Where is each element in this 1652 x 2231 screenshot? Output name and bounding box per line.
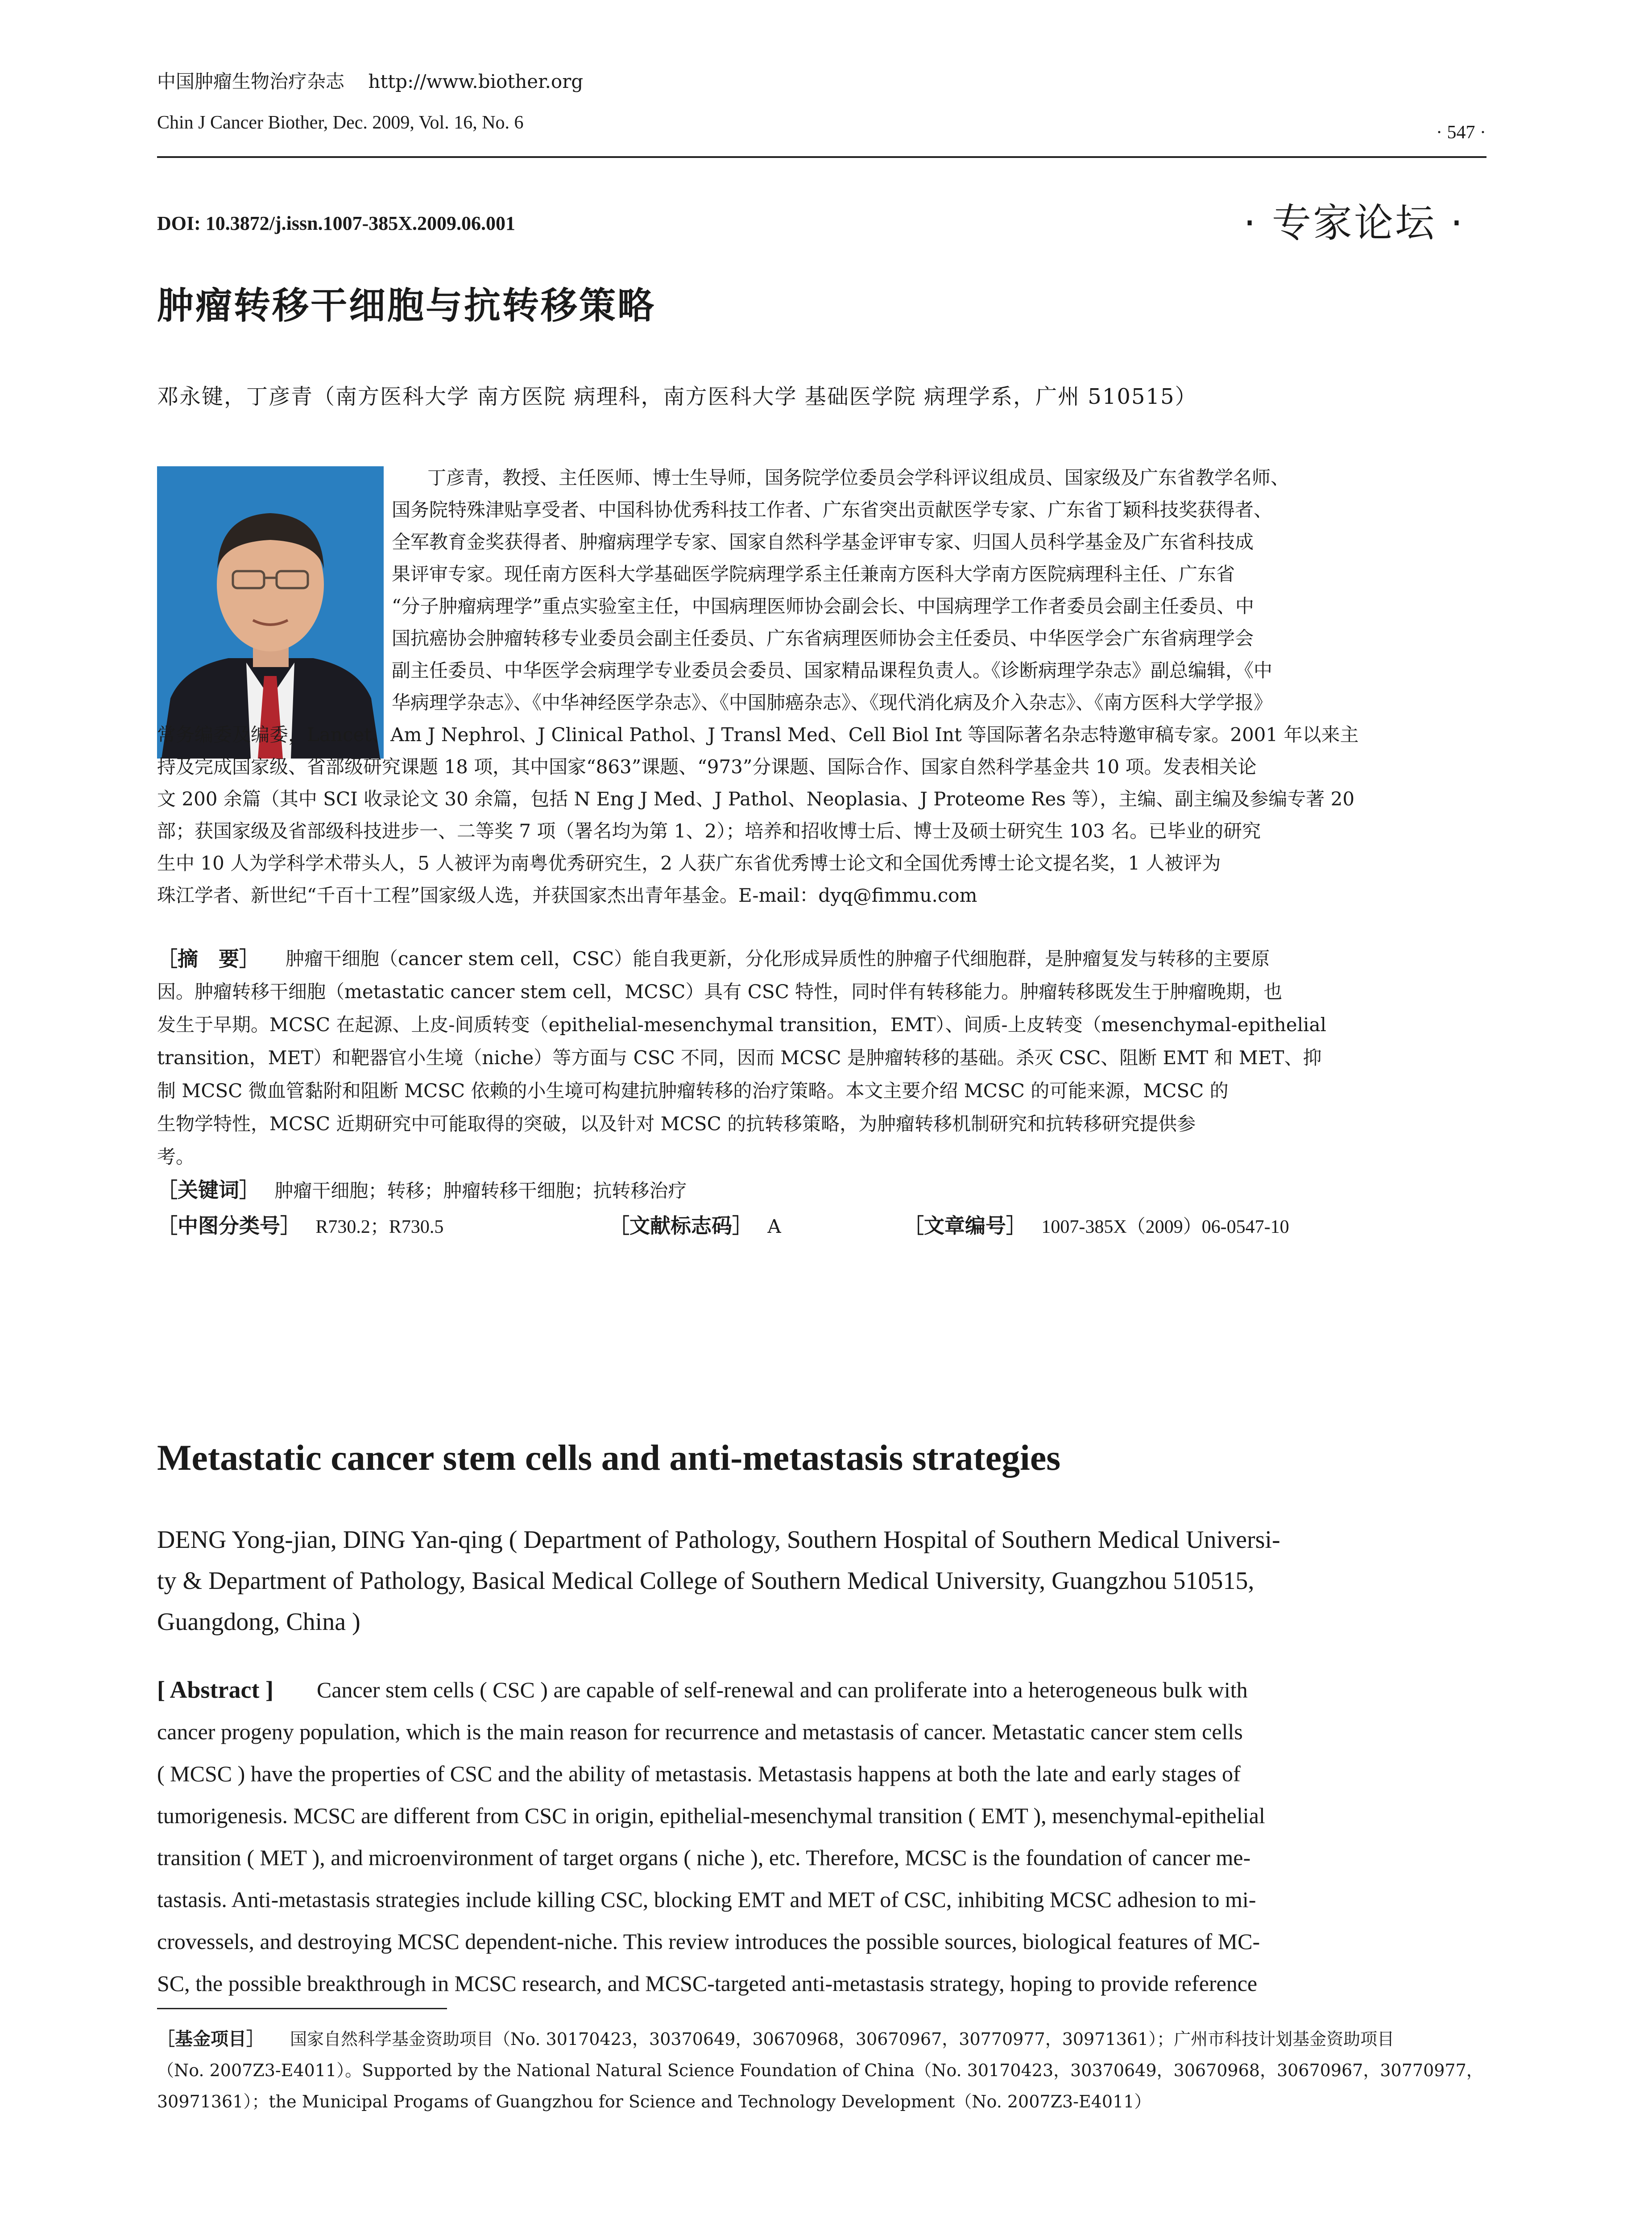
abstract-cn-line: 因。肿瘤转移干细胞（metastatic cancer stem cell，MCSC）具有 CSC 特性，同时伴有转移能力。肿瘤转移既发生于肿瘤晚期，也 (157, 981, 1283, 1003)
column-label: · 专家论坛 · (1243, 200, 1465, 246)
article-number-value: 1007-385X（2009）06-0547-10 (1041, 1217, 1289, 1237)
abstract-cn-line: 发生于早期。MCSC 在起源、上皮-间质转变（epithelial-mesenchymal transition，EMT）、间质-上皮转变（mesenchymal-epithelial (157, 1014, 1326, 1036)
abstract-en-line: crovessels, and destroying MCSC dependent-niche. This review introduces the possible sources, biological features of MC- (157, 1929, 1260, 1954)
clc-value: R730.2；R730.5 (315, 1217, 444, 1237)
bio-line: 文 200 余篇（其中 SCI 收录论文 30 余篇，包括 N Eng J Med、J Pathol、Neoplasia、J Proteome Res 等），主编、副主编及参编专著 20 (157, 788, 1355, 810)
doc-code (609, 1209, 781, 1243)
journal-citation: Chin J Cancer Biother, Dec. 2009, Vol. 16, No. 6 (157, 112, 524, 133)
article-number (903, 1209, 1289, 1244)
footnote-rule (157, 2008, 447, 2009)
author-photo (157, 466, 384, 759)
authors-en-line: Guangdong, China ) (157, 1608, 360, 1636)
abstract-en-line: Cancer stem cells ( CSC ) are capable of self-renewal and can proliferate into a heterogeneous bulk with (317, 1677, 1248, 1702)
bio-line: 国务院特殊津贴享受者、中国科协优秀科技工作者、广东省突出贡献医学专家、广东省丁颖科技奖获得者、 (392, 499, 1273, 521)
bio-line: 珠江学者、新世纪“千百十工程”国家级人选，并获国家杰出青年基金。E-mail：dyq@fimmu.com (157, 884, 977, 906)
abstract-en-line: tastasis. Anti-metastasis strategies include killing CSC, blocking EMT and MET of CSC, inhibiting MCSC adhesion to mi- (157, 1887, 1256, 1912)
classification-row (157, 1209, 443, 1244)
abstract-cn-line: 制 MCSC 微血管黏附和阻断 MCSC 依赖的小生境可构建抗肿瘤转移的治疗策略。本文主要介绍 MCSC 的可能来源，MCSC 的 (157, 1080, 1229, 1102)
bio-line: 常务编委及编委，Lancet、Am J Nephrol、J Clinical Pathol、J Transl Med、Cell Biol Int 等国际著名杂志特邀审稿专家。2001 年以来主 (157, 724, 1359, 746)
running-header (157, 66, 583, 97)
keywords-label: ［关键词］ (157, 1178, 260, 1202)
bio-line: 部；获国家级及省部级科技进步一、二等奖 7 项（署名均为第 1、2）；培养和招收博士后、博士及硕士研究生 103 名。已毕业的研究 (157, 820, 1261, 842)
abstract-cn-line: 肿瘤干细胞（cancer stem cell，CSC）能自我更新，分化形成异质性的肿瘤子代细胞群，是肿瘤复发与转移的主要原 (286, 948, 1270, 970)
bio-line: 生中 10 人为学科学术带头人，5 人被评为南粤优秀研究生，2 人获广东省优秀博士论文和全国优秀博士论文提名奖，1 人被评为 (157, 852, 1221, 874)
bio-line: 副主任委员、中华医学会病理学专业委员会委员、国家精品课程负责人。《诊断病理学杂志》副总编辑，《中 (392, 659, 1273, 681)
abstract-en-line: tumorigenesis. MCSC are different from CSC in origin, epithelial-mesenchymal transition ( EMT ), mesenchymal-epithelial (157, 1803, 1265, 1828)
clc-label: ［中图分类号］ (157, 1214, 301, 1238)
keywords (157, 1174, 687, 1207)
abstract-en-line: SC, the possible breakthrough in MCSC research, and MCSC-targeted anti-metastasis strategy, hoping to provide reference (157, 1971, 1258, 1996)
article-number-label: ［文章编号］ (903, 1214, 1027, 1238)
bio-line: 持及完成国家级、省部级研究课题 18 项，其中国家“863”课题、“973”分课题、国际合作、国家自然科学基金共 10 项。发表相关论 (157, 756, 1257, 778)
keywords-text: 肿瘤干细胞；转移；肿瘤转移干细胞；抗转移治疗 (274, 1180, 687, 1202)
journal-url[interactable]: http://www.biother.org (368, 70, 584, 92)
funding-line: 30971361）；the Municipal Progams of Guangzhou for Science and Technology Development（No. 2007Z3-E4011） (157, 2092, 1151, 2111)
doc-code-label: ［文献标志码］ (609, 1214, 753, 1238)
page-number: · 547 · (1436, 122, 1486, 143)
abstract-cn-line: transition，MET）和靶器官小生境（niche）等方面与 CSC 不同，因而 MCSC 是肿瘤转移的基础。杀灭 CSC、阻断 EMT 和 MET、抑 (157, 1047, 1322, 1069)
funding-line: （No. 2007Z3-E4011）。Supported by the National Natural Science Foundation of China（No. 30170423，30370649，30670968，30670967，30770977， (157, 2061, 1483, 2080)
bio-line: 果评审专家。现任南方医科大学基础医学院病理学系主任兼南方医科大学南方医院病理科主任、广东省 (392, 563, 1235, 585)
funding-label: ［基金项目］ (157, 2029, 264, 2049)
authors-cn: 邓永键，丁彦青（南方医科大学 南方医院 病理科，南方医科大学 基础医学院 病理学系，广州 510515） (157, 384, 1197, 409)
header-rule (157, 156, 1486, 158)
doi: DOI: 10.3872/j.issn.1007-385X.2009.06.001 (157, 212, 516, 234)
journal-name-cn: 中国肿瘤生物治疗杂志 (157, 70, 345, 92)
bio-line: 华病理学杂志》、《中华神经医学杂志》、《中国肺癌杂志》、《现代消化病及介入杂志》、《南方医科大学学报》 (392, 692, 1273, 713)
abstract-cn-line: 考。 (157, 1146, 195, 1168)
bio-line: “分子肿瘤病理学”重点实验室主任，中国病理医师协会副会长、中国病理学工作者委员会副主任委员、中 (392, 595, 1254, 617)
article-title-cn: 肿瘤转移干细胞与抗转移策略 (157, 285, 656, 327)
authors-en-line: ty & Department of Pathology, Basical Medical College of Southern Medical University, Guangzhou 510515, (157, 1567, 1255, 1595)
abstract-en-line: cancer progeny population, which is the main reason for recurrence and metastasis of cancer. Metastatic cancer stem cells (157, 1719, 1243, 1744)
bio-line: 全军教育金奖获得者、肿瘤病理学专家、国家自然科学基金评审专家、归国人员科学基金及广东省科技成 (392, 531, 1254, 553)
bio-line: 丁彦青，教授、主任医师、博士生导师，国务院学位委员会学科评议组成员、国家级及广东省教学名师、 (427, 467, 1290, 489)
authors-en-line: DENG Yong-jian, DING Yan-qing ( Department of Pathology, Southern Hospital of Southern Medical Universi- (157, 1526, 1280, 1554)
abstract-en-line: ( MCSC ) have the properties of CSC and the ability of metastasis. Metastasis happens at both the late and early stages of (157, 1761, 1241, 1786)
bio-line: 国抗癌协会肿瘤转移专业委员会副主任委员、广东省病理医师协会主任委员、中华医学会广东省病理学会 (392, 627, 1254, 649)
abstract-cn-line: 生物学特性，MCSC 近期研究中可能取得的突破，以及针对 MCSC 的抗转移策略，为肿瘤转移机制研究和抗转移研究提供参 (157, 1113, 1196, 1135)
abstract-en-label: [ Abstract ] (157, 1676, 273, 1703)
funding-line: 国家自然科学基金资助项目（No. 30170423，30370649，30670968，30670967，30770977，30971361）；广州市科技计划基金资助项目 (290, 2029, 1395, 2049)
abstract-en-line: transition ( MET ), and microenvironment of target organs ( niche ), etc. Therefore, MCSC is the foundation of cancer me- (157, 1845, 1251, 1870)
abstract-cn-label: ［摘 要］ (157, 947, 260, 971)
article-title-en: Metastatic cancer stem cells and anti-metastasis strategies (157, 1437, 1061, 1478)
portrait-illustration (157, 466, 384, 759)
doc-code-value: A (767, 1215, 781, 1237)
